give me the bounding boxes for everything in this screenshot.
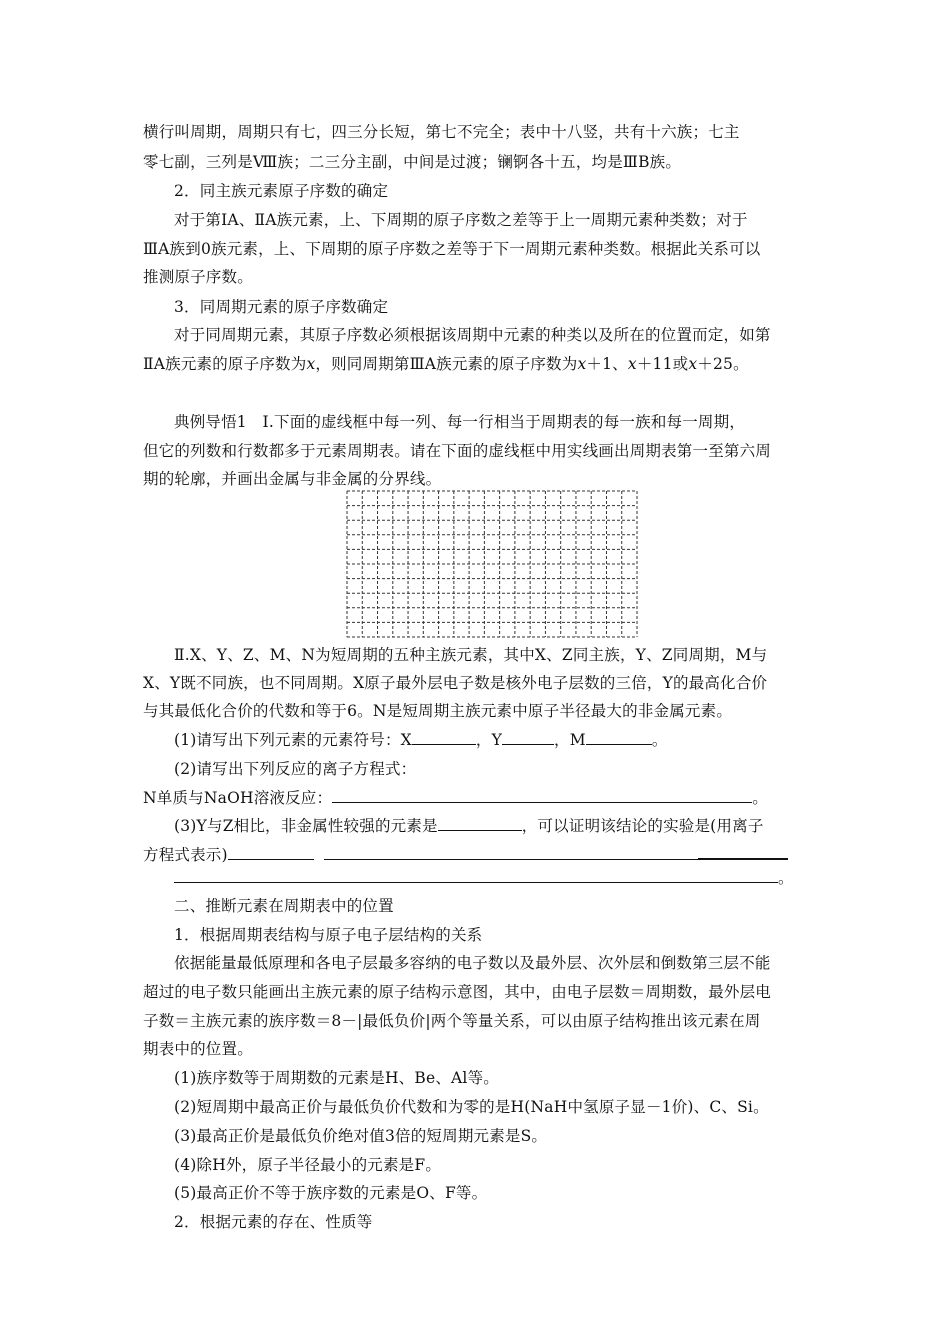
question-line: Ⅱ.X、Y、Z、M、N为短周期的五种主族元素，其中X、Z同主族，Y、Z同周期，M与 (174, 646, 768, 664)
q3-text: ，可以证明该结论的实验是(用离子 (521, 817, 764, 835)
q1-text: ，M (554, 731, 586, 749)
q2-text: 。 (752, 789, 768, 807)
answer-blank-x[interactable] (412, 730, 476, 745)
q1-text: ，Y (475, 731, 503, 749)
question-3-line (174, 867, 844, 889)
dashed-grid-frame[interactable] (346, 490, 638, 638)
subheading: 1．根据周期表结构与原子电子层结构的关系 (174, 926, 483, 944)
variable: x (577, 355, 587, 373)
variable: x (627, 355, 637, 373)
question-2-line (143, 787, 813, 809)
paragraph-line: 推测原子序数。 (143, 268, 253, 286)
subheading: 2．同主族元素原子序数的确定 (174, 182, 389, 200)
answer-blank-expression[interactable] (228, 845, 314, 860)
answer-blank-y[interactable] (502, 730, 554, 745)
answer-blank-expression-4[interactable] (174, 868, 778, 883)
paragraph-line: 期表中的位置。 (143, 1040, 253, 1058)
list-item: (1)族序数等于周期数的元素是H、Be、Al等。 (174, 1069, 499, 1087)
text-run: ⅡA族元素的原子序数为 (143, 355, 307, 373)
q3-text: (3)Y与Z相比，非金属性较强的元素是 (174, 817, 438, 835)
subheading: 2．根据元素的存在、性质等 (174, 1213, 373, 1231)
paragraph-line: 超过的电子数只能画出主族元素的原子结构示意图，其中，由电子层数＝周期数，最外层电 (143, 983, 772, 1001)
paragraph-line: ⅢA族到0族元素，上、下周期的原子序数之差等于下一周期元素种类数。根据此关系可以 (143, 240, 761, 258)
list-item: (5)最高正价不等于族序数的元素是O、F等。 (174, 1184, 488, 1202)
text-run: ＋11或 (636, 355, 689, 373)
subheading: 3．同周期元素的原子序数确定 (174, 298, 389, 316)
q3-text: 方程式表示) (143, 846, 228, 864)
text-run: ＋25。 (697, 355, 749, 373)
paragraph-line: 零七副，三列是Ⅷ族；二三分主副，中间是过渡；镧锕各十五，均是ⅢB族。 (143, 153, 682, 171)
question-3-line (143, 844, 813, 866)
question-3 (174, 815, 844, 837)
answer-blank-equation[interactable] (332, 788, 752, 803)
paragraph-line: 横行叫周期，周期只有七，四三分长短，第七不完全；表中十八竖，共有十六族；七主 (143, 123, 740, 141)
text-run: ＋1、 (586, 355, 628, 373)
example-line: 典例导悟1 Ⅰ.下面的虚线框中每一列、每一行相当于周期表的每一族和每一周期， (174, 413, 746, 431)
q1-text: (1)请写出下列元素的元素符号：X (174, 731, 412, 749)
question-line: 与其最低化合价的代数和等于6。N是短周期主族元素中原子半径最大的非金属元素。 (143, 702, 733, 720)
paragraph-line: 子数＝主族元素的族序数＝8－|最低负价|两个等量关系，可以由原子结构推出该元素在周 (143, 1012, 761, 1030)
answer-blank-expression-2[interactable] (324, 845, 698, 860)
paragraph-line: 依据能量最低原理和各电子层最多容纳的电子数以及最外层、次外层和倒数第三层不能 (174, 954, 771, 972)
example-line: 期的轮廓，并画出金属与非金属的分界线。 (143, 470, 442, 488)
paragraph-line: 对于第ⅠA、ⅡA族元素，上、下周期的原子序数之差等于上一周期元素种类数；对于 (174, 211, 748, 229)
answer-blank-expression-3[interactable] (698, 844, 788, 860)
variable: x (306, 355, 316, 373)
list-item: (2)短周期中最高正价与最低负价代数和为零的是H(NaH中氢原子显－1价)、C、Si。 (174, 1098, 769, 1116)
list-item: (4)除H外，原子半径最小的元素是F。 (174, 1156, 442, 1174)
question-1 (174, 729, 844, 751)
paragraph-line: 对于同周期元素，其原子序数必须根据该周期中元素的种类以及所在的位置而定，如第 (174, 326, 771, 344)
example-line: 但它的列数和行数都多于元素周期表。请在下面的虚线框中用实线画出周期表第一至第六周 (143, 442, 772, 460)
answer-blank-element[interactable] (438, 816, 522, 831)
list-item: (3)最高正价是最低负价绝对值3倍的短周期元素是S。 (174, 1127, 548, 1145)
question-line: X、Y既不同族，也不同周期。X原子最外层电子数是核外电子层数的三倍，Y的最高化合价 (143, 674, 768, 692)
q2-text: N单质与NaOH溶液反应： (143, 789, 333, 807)
text-run: ，则同周期第ⅢA族元素的原子序数为 (315, 355, 578, 373)
variable: x (688, 355, 698, 373)
paragraph-line (143, 353, 813, 375)
q3-text: 。 (778, 869, 794, 887)
question-2: (2)请写出下列反应的离子方程式： (174, 760, 417, 778)
section-heading: 二、推断元素在周期表中的位置 (174, 897, 394, 915)
answer-blank-m[interactable] (586, 730, 652, 745)
q1-text: 。 (651, 731, 668, 749)
